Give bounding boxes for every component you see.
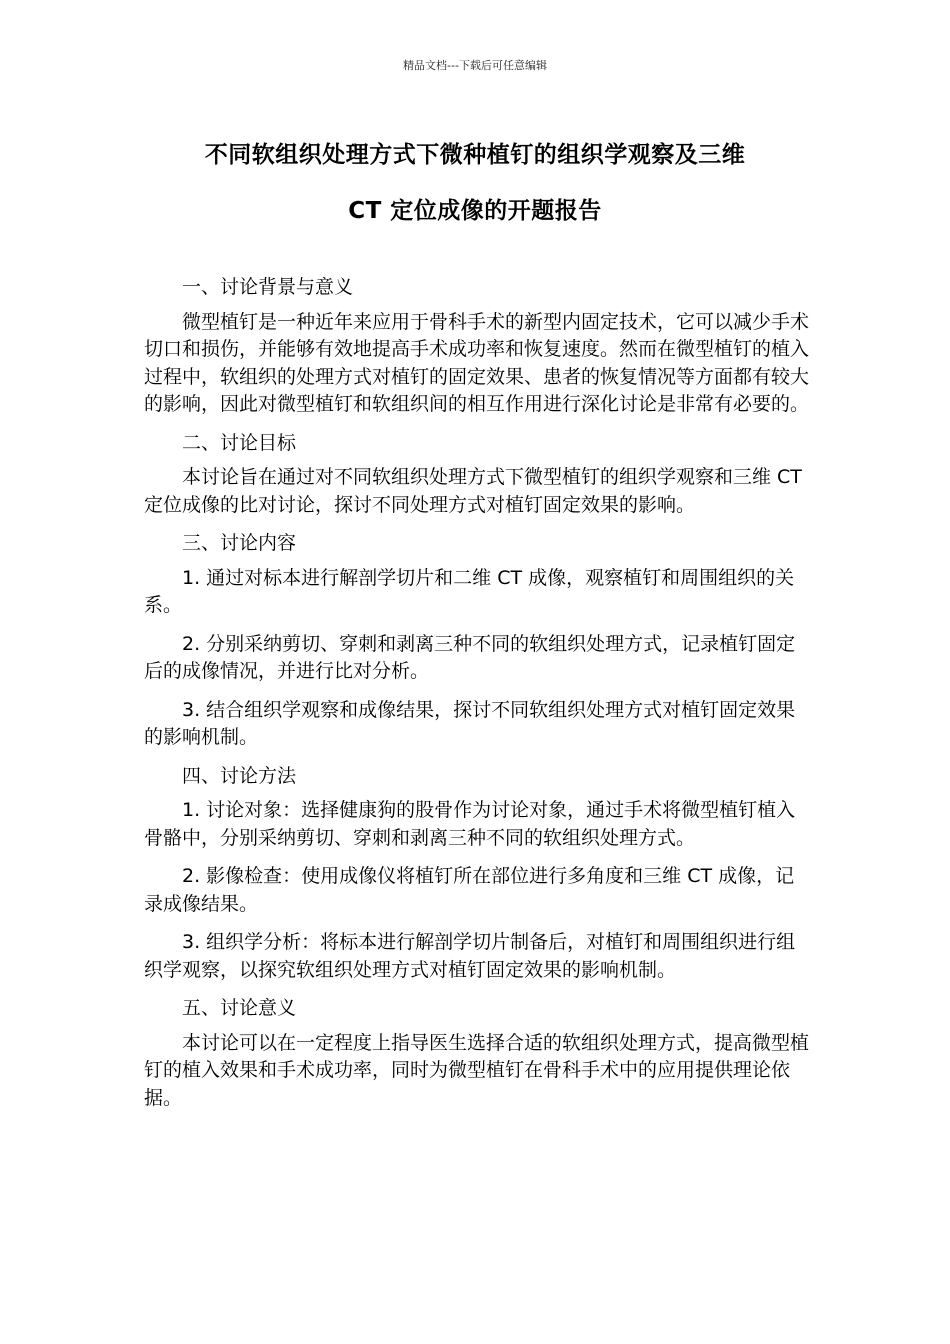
paragraph: 本讨论旨在通过对不同软组织处理方式下微型植钉的组织学观察和三维 CT 定位成像的比对讨论，探讨不同处理方式对植钉固定效果的影响。 [144, 466, 802, 516]
section-heading: 一、讨论背景与意义 [182, 276, 354, 298]
list-item: 3. 结合组织学观察和成像结果，探讨不同软组织处理方式对植钉固定效果的影响机制。 [144, 698, 796, 748]
section-heading: 五、讨论意义 [182, 997, 297, 1019]
document-title-line-1: 不同软组织处理方式下微种植钉的组织学观察及三维 [204, 142, 746, 168]
section-heading: 四、讨论方法 [182, 764, 297, 787]
page-header: 精品文档---下载后可任意编辑 [403, 59, 547, 72]
list-item: 1. 通过对标本进行解剖学切片和二维 CT 成像，观察植钉和周围组织的关系。 [144, 566, 795, 616]
list-item: 2. 影像检查：使用成像仪将植钉所在部位进行多角度和三维 CT 成像，记录成像结果。 [144, 865, 795, 915]
list-item: 2. 分别采纳剪切、穿刺和剥离三种不同的软组织处理方式，记录植钉固定后的成像情况，并进行比对分析。 [144, 632, 796, 682]
document-body [144, 274, 812, 1123]
section-heading: 三、讨论内容 [182, 532, 297, 554]
section-heading: 二、讨论目标 [182, 431, 297, 454]
paragraph: 微型植钉是一种近年来应用于骨科手术的新型内固定技术，它可以减少手术切口和损伤，并能够有效地提高手术成功率和恢复速度。然而在微型植钉的植入过程中，软组织的处理方式对植钉的固定效果、患者的恢复情况等方面都有较大的影响，因此对微型植钉和软组织间的相互作用进行深化讨论是非常有必要的。 [144, 310, 810, 415]
list-item: 3. 组织学分析：将标本进行解剖学切片制备后，对植钉和周围组织进行组织学观察，以探究软组织处理方式对植钉固定效果的影响机制。 [144, 931, 796, 981]
paragraph: 本讨论可以在一定程度上指导医生选择合适的软组织处理方式，提高微型植钉的植入效果和手术成功率，同时为微型植钉在骨科手术中的应用提供理论依据。 [144, 1031, 810, 1109]
list-item: 1. 讨论对象：选择健康狗的股骨作为讨论对象，通过手术将微型植钉植入骨骼中，分别采纳剪切、穿刺和剥离三种不同的软组织处理方式。 [144, 799, 796, 849]
document-title-line-2: CT 定位成像的开题报告 [348, 198, 602, 224]
